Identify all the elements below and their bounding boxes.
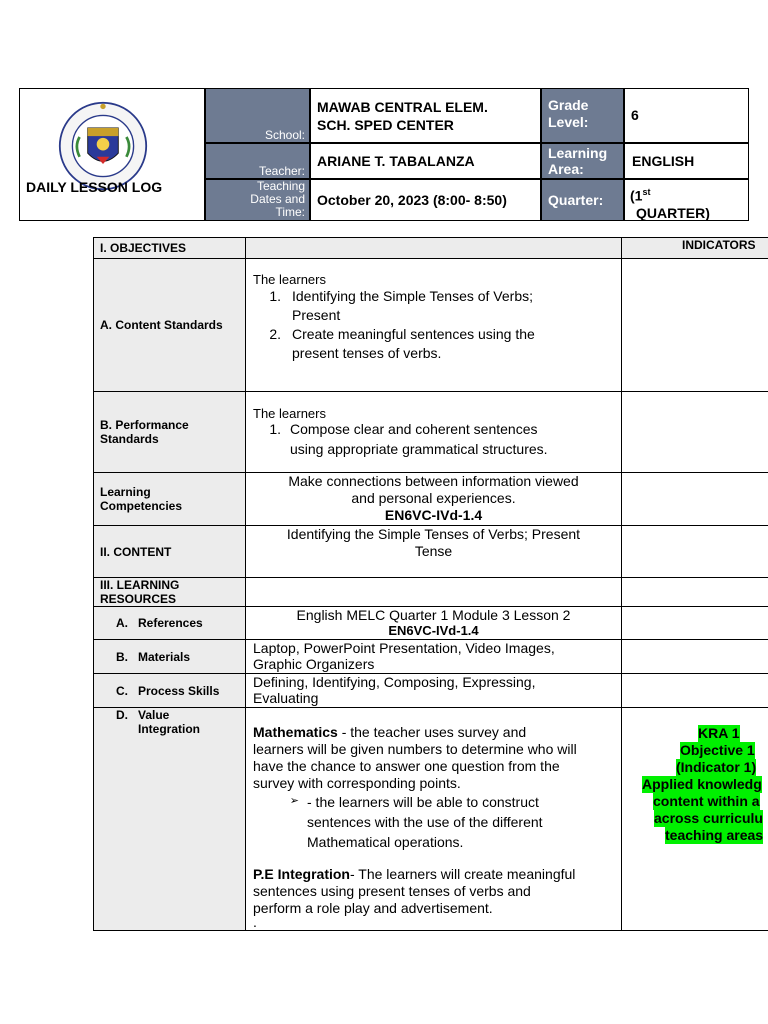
learning-area-label: Learning Area: <box>541 143 624 179</box>
content-cell: Identifying the Simple Tenses of Verbs; Present Tense <box>245 525 622 578</box>
grade-level-value: 6 <box>624 88 749 143</box>
content-label: II. CONTENT <box>93 525 246 578</box>
learning-area-value: ENGLISH <box>624 143 749 179</box>
teacher-label: Teacher: <box>205 143 310 179</box>
indicators-header: INDICATORS <box>621 237 768 259</box>
references-cell: English MELC Quarter 1 Module 3 Lesson 2 EN6VC-IVd-1.4 <box>245 606 622 640</box>
kra-line: teaching areas <box>665 827 764 843</box>
kra-line: Objective 1 <box>680 742 755 758</box>
learning-resources-indicator <box>621 577 768 607</box>
teacher-value: ARIANE T. TABALANZA <box>310 143 541 179</box>
arrow-bullet-icon: ➢ <box>289 794 299 807</box>
performance-standards-indicator <box>621 391 768 473</box>
learning-resources-cell <box>245 577 622 607</box>
document-title: DAILY LESSON LOG <box>26 179 163 195</box>
performance-standards-intro: The learners <box>253 406 326 421</box>
deped-seal-icon <box>58 101 148 191</box>
kra-line: (Indicator 1) <box>676 759 757 775</box>
list-item: 1. Identifying the Simple Tenses of Verbs; Present <box>269 288 533 323</box>
references-indicator <box>621 606 768 640</box>
quarter-label: Quarter: <box>541 179 624 221</box>
performance-standards-cell <box>245 391 622 473</box>
content-standards-cell <box>245 258 622 392</box>
materials-label: B. Materials <box>93 639 246 674</box>
process-skills-cell: Defining, Identifying, Composing, Expressing, Evaluating <box>245 673 622 708</box>
school-value: MAWAB CENTRAL ELEM. SCH. SPED CENTER <box>310 88 541 143</box>
learning-competencies-indicator <box>621 472 768 526</box>
process-skills-label: C. Process Skills <box>93 673 246 708</box>
pe-integration-paragraph: P.E Integration- The learners will create meaningful sentences using present tenses of verbs and perform a role play and advertisement. . <box>253 866 576 930</box>
list-item: 2. Create meaningful sentences using the present tenses of verbs. <box>269 326 535 361</box>
objectives-header: I. OBJECTIVES <box>93 237 246 259</box>
objectives-header-blank <box>245 237 622 259</box>
quarter-value: (1st QUARTER) <box>624 179 749 221</box>
kra-line: KRA 1 <box>698 725 740 741</box>
grade-level-label: Grade Level: <box>541 88 624 143</box>
value-integration-cell <box>245 707 622 931</box>
school-label: School: <box>205 88 310 143</box>
references-code: EN6VC-IVd-1.4 <box>388 623 479 638</box>
value-integration-indicator <box>621 707 768 931</box>
performance-standards-label: B. Performance Standards <box>93 391 246 473</box>
learning-competencies-cell: Make connections between information viewed and personal experiences. EN6VC-IVd-1.4 <box>245 472 622 526</box>
process-skills-indicator <box>621 673 768 708</box>
content-standards-indicator <box>621 258 768 392</box>
learning-resources-label: III. LEARNING RESOURCES <box>93 577 246 607</box>
list-item: 1. Compose clear and coherent sentences using appropriate grammatical structures. <box>269 421 548 457</box>
kra-line: content within a <box>653 793 760 809</box>
materials-indicator <box>621 639 768 674</box>
teaching-dates-label: Teaching Dates and Time: <box>205 179 310 221</box>
content-standards-label: A. Content Standards <box>93 258 246 392</box>
content-standards-intro: The learners <box>253 272 326 287</box>
kra-line: across curriculu <box>654 810 763 826</box>
learning-competencies-label: Learning Competencies <box>93 472 246 526</box>
math-bullet-item: ➢ - the learners will be able to construct sentences with the use of the different Mathematical operations. <box>253 792 621 852</box>
references-label: A. References <box>93 606 246 640</box>
math-integration-paragraph: Mathematics - the teacher uses survey and learners will be given numbers to determine who will have the chance to answer one question from the survey with corresponding points. <box>253 724 577 791</box>
header-seal-box <box>19 88 205 221</box>
content-indicator <box>621 525 768 578</box>
kra-line: Applied knowledg <box>642 776 762 792</box>
teaching-dates-value: October 20, 2023 (8:00- 8:50) <box>310 179 541 221</box>
competency-code: EN6VC-IVd-1.4 <box>384 507 483 523</box>
materials-cell: Laptop, PowerPoint Presentation, Video Images, Graphic Organizers <box>245 639 622 674</box>
value-integration-label: D. Value Integration <box>93 707 246 931</box>
